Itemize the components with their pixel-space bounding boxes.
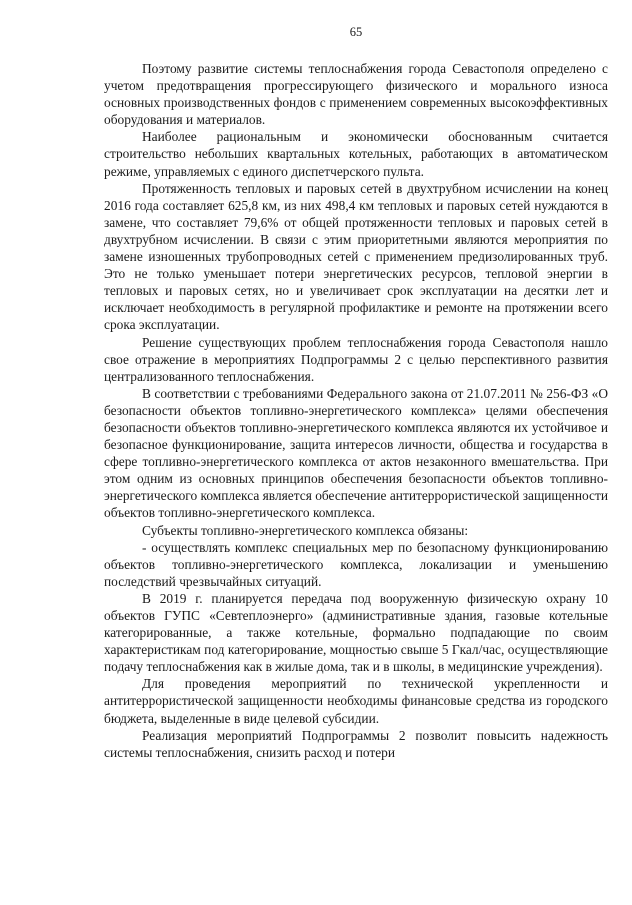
document-page — [104, 24, 608, 761]
paragraph-development-rationale: Поэтому развитие системы теплоснабжения города Севастополя определено с учетом предотвращения прогрессирующего физического и морального износа основных производственных фондов с применением современных высокоэффективных оборудования и материалов. — [104, 61, 608, 128]
paragraph-subjects-obliged: Субъекты топливно-энергетического комплекса обязаны: — [142, 522, 469, 538]
paragraph-funding: Для проведения мероприятий по технической укрепленности и антитеррористической защищенности необходимы финансовые средства из городского бюджета, выделенные в виде целевой субсидии. — [104, 676, 608, 726]
paragraph-subprogram-solution: Решение существующих проблем теплоснабжения города Севастополя нашло свое отражение в мероприятиях Подпрограммы 2 с целью перспективного развития централизованного теплоснабжения. — [104, 334, 608, 384]
paragraph-implementation: Реализация мероприятий Подпрограммы 2 позволит повысить надежность системы теплоснабжения, снизить расход и потери — [104, 727, 608, 760]
paragraph-2019-guard-transfer: В 2019 г. планируется передача под вооруженную физическую охрану 10 объектов ГУПС «Севтеплоэнерго» (административные здания, газовые котельные категорированные, а также котельные, формально подпадающие по своим характеристикам под категорирование, мощностью свыше 5 Гкал/час, осуществляющие подачу теплоснабжения как в жилые дома, так и в школы, в медицинские учреждения). — [104, 590, 608, 675]
paragraph-boiler-construction: Наиболее рациональным и экономически обоснованным считается строительство небольших квартальных котельных, работающих в автоматическом режиме, управляемых с единого диспетчерского пульта. — [104, 129, 608, 179]
paragraph-federal-law: В соответствии с требованиями Федерального закона от 21.07.2011 № 256-ФЗ «О безопасности объектов топливно-энергетического комплекса» целями обеспечения безопасности объектов топливно-энергетического комплекса являются их устойчивое и безопасное функционирование, защита интересов личности, общества и государства в сфере топливно-энергетического комплекса от актов незаконного вмешательства. При этом одним из основных принципов обеспечения безопасности объектов топливно-энергетического комплекса является обеспечение антитеррористической защищенности объектов топливно-энергетического комплекса. — [104, 385, 608, 521]
paragraph-obligation-item: - осуществлять комплекс специальных мер по безопасному функционированию объектов топливно-энергетического комплекса, локализации и уменьшению последствий чрезвычайных ситуаций. — [104, 539, 608, 589]
paragraph-network-length: Протяженность тепловых и паровых сетей в двухтрубном исчислении на конец 2016 года составляет 625,8 км, из них 498,4 км тепловых и паровых сетей нуждаются в замене, что составляет 79,6% от общей протяженности тепловых и паровых сетей в двухтрубном исчислении. В связи с этим приоритетными являются мероприятия по замене изношенных трубопроводных сетей с применением предизолированных труб. Это не только уменьшает потери энергетических ресурсов, тепловой энергии в тепловых и паровых сетях, но и увеличивает срок эксплуатации на десятки лет и исключает необходимость в регулярной профилактике и ремонте на протяжении всего срока эксплуатации. — [104, 180, 608, 333]
page-number: 65 — [349, 25, 363, 39]
